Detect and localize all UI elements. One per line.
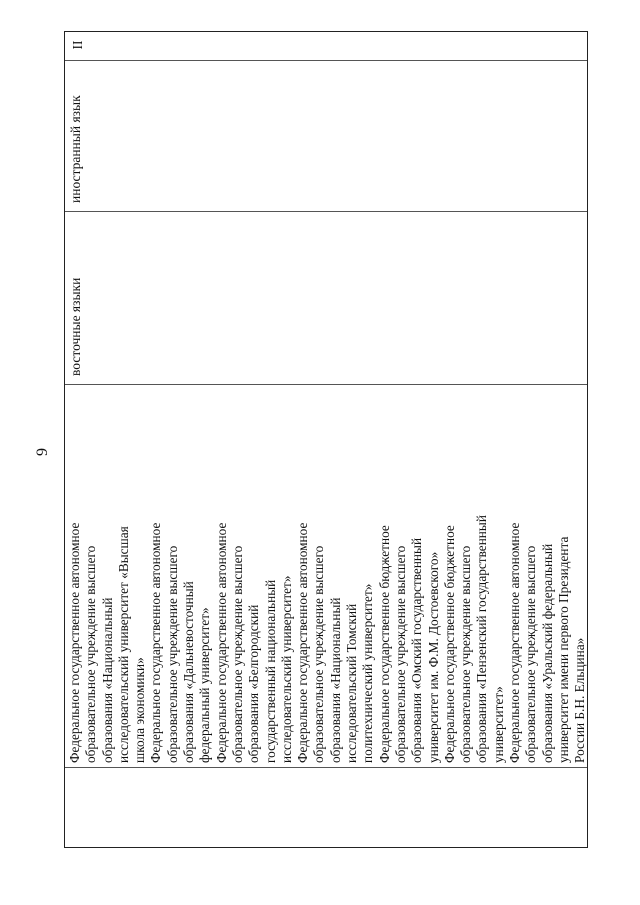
university-line: образовательное учреждение высшего: [311, 545, 327, 763]
university-line: образовательное учреждение высшего: [83, 545, 99, 763]
university-line: государственный национальный: [262, 579, 278, 763]
university-line: исследовательский университет»: [278, 575, 294, 763]
level-text: II: [70, 40, 85, 50]
university-line: федеральный университет»: [197, 607, 213, 763]
subject-text: иностранный язык: [68, 95, 83, 203]
university-line: школа экономики»: [132, 657, 148, 763]
university-line: образования «Пензенский государственный: [474, 515, 490, 763]
university-line: университет имени первого Президента: [555, 536, 571, 763]
profile-cell: [65, 211, 587, 384]
university-line: образования «Омский государственный: [409, 537, 425, 763]
university-line: исследовательский университет «Высшая: [115, 526, 131, 763]
university-line: Федеральное государственное автономное: [213, 522, 229, 763]
university-line: университет»: [490, 686, 506, 763]
university-line: Федеральное государственное автономное: [148, 522, 164, 763]
universities-cell: [65, 384, 587, 767]
university-line: Федеральное государственное автономное: [295, 522, 311, 763]
university-line: образования «Дальневосточный: [181, 581, 197, 763]
subject-cell: [65, 60, 587, 211]
empty-cell: [65, 767, 587, 847]
university-line: образовательное учреждение высшего: [164, 545, 180, 763]
university-line: Федеральное государственное автономное: [67, 522, 82, 763]
university-line: Федеральное государственное бюджетное: [441, 525, 457, 763]
university-line: политехнический университет»: [360, 583, 376, 763]
university-line: образования «Национальный: [327, 597, 343, 763]
university-line: образования «Белгородский: [246, 604, 262, 763]
university-line: образования «Национальный: [99, 597, 115, 763]
university-line: Федеральное государственное бюджетное: [376, 525, 392, 763]
university-line: исследовательский Томский: [344, 603, 360, 763]
university-line: образовательное учреждение высшего: [523, 545, 539, 763]
university-line: образовательное учреждение высшего: [392, 545, 408, 763]
university-line: образовательное учреждение высшего: [229, 545, 245, 763]
university-line: образования «Уральский федеральный: [539, 543, 555, 763]
table-row: [64, 31, 588, 848]
level-cell: [65, 31, 587, 60]
university-line: Федеральное государственное автономное: [507, 522, 523, 763]
university-line: России Б.Н. Ельцина»: [572, 637, 588, 763]
university-line: университет им. Ф.М. Достоевского»: [425, 551, 441, 763]
table-frame: [64, 31, 588, 848]
university-line: образовательное учреждение высшего: [458, 545, 474, 763]
page-number: 9: [34, 448, 51, 456]
profile-text: восточные языки: [68, 277, 83, 376]
